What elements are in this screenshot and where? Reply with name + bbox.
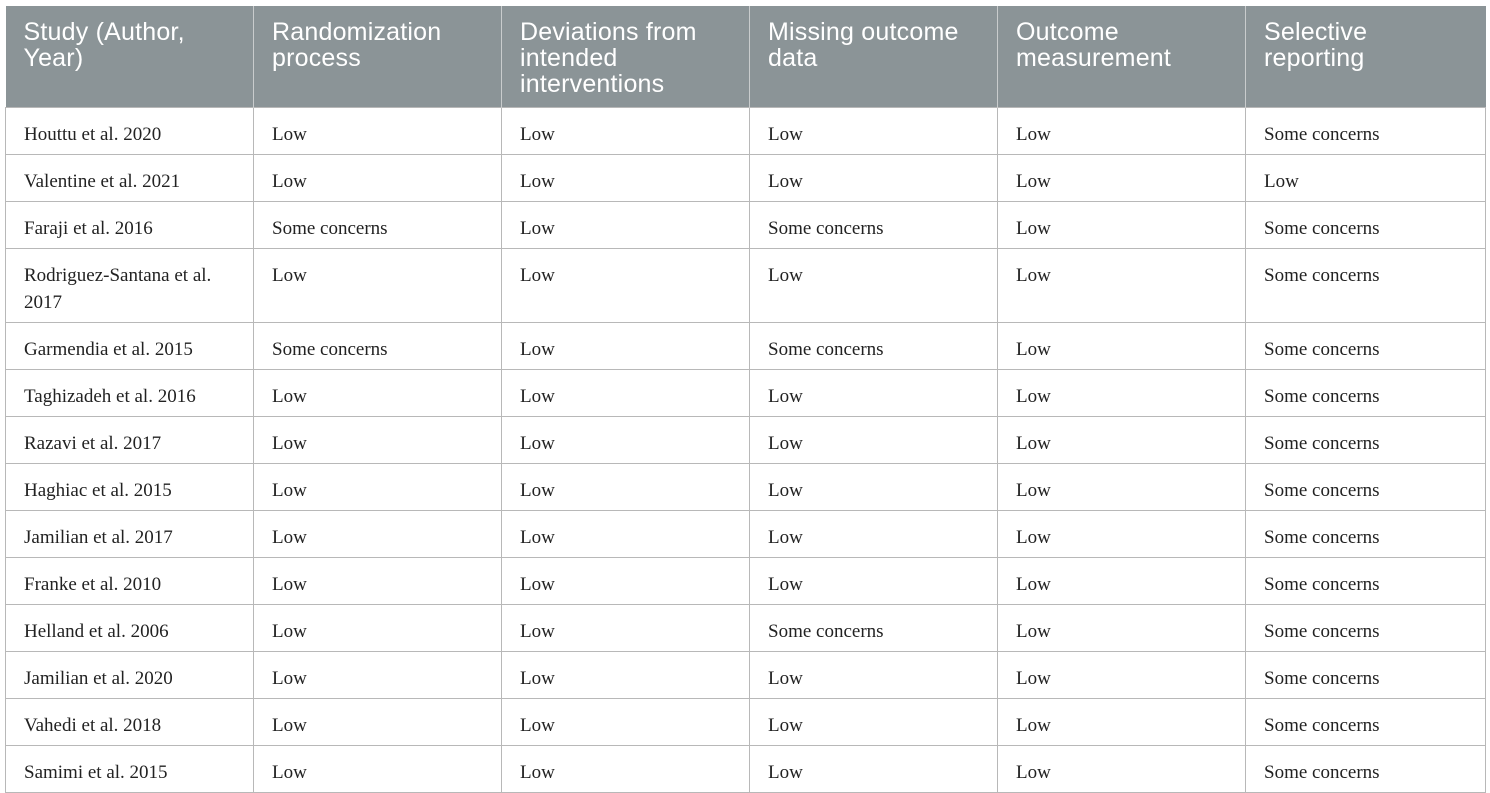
cell-selective-reporting: Some concerns <box>1246 417 1486 464</box>
risk-of-bias-table-container <box>5 6 1485 793</box>
cell-randomization: Some concerns <box>254 323 502 370</box>
cell-outcome-measurement: Low <box>998 249 1246 323</box>
cell-outcome-measurement: Low <box>998 323 1246 370</box>
cell-deviations: Low <box>502 417 750 464</box>
cell-selective-reporting: Some concerns <box>1246 108 1486 155</box>
cell-randomization: Low <box>254 464 502 511</box>
cell-randomization: Low <box>254 652 502 699</box>
cell-study: Helland et al. 2006 <box>6 605 254 652</box>
cell-outcome-measurement: Low <box>998 202 1246 249</box>
cell-randomization: Low <box>254 249 502 323</box>
table-row <box>6 370 1486 417</box>
table-row <box>6 108 1486 155</box>
cell-deviations: Low <box>502 511 750 558</box>
cell-missing-data: Low <box>750 652 998 699</box>
cell-deviations: Low <box>502 370 750 417</box>
cell-randomization: Low <box>254 155 502 202</box>
cell-study: Samimi et al. 2015 <box>6 746 254 793</box>
table-row <box>6 652 1486 699</box>
cell-randomization: Low <box>254 370 502 417</box>
cell-randomization: Low <box>254 558 502 605</box>
cell-study: Faraji et al. 2016 <box>6 202 254 249</box>
cell-study: Garmendia et al. 2015 <box>6 323 254 370</box>
cell-selective-reporting: Some concerns <box>1246 323 1486 370</box>
cell-study: Jamilian et al. 2020 <box>6 652 254 699</box>
cell-outcome-measurement: Low <box>998 699 1246 746</box>
table-row <box>6 464 1486 511</box>
cell-outcome-measurement: Low <box>998 511 1246 558</box>
cell-outcome-measurement: Low <box>998 108 1246 155</box>
cell-missing-data: Low <box>750 464 998 511</box>
cell-outcome-measurement: Low <box>998 605 1246 652</box>
header-selective-reporting: Selective reporting <box>1246 6 1486 108</box>
cell-missing-data: Low <box>750 249 998 323</box>
cell-study: Franke et al. 2010 <box>6 558 254 605</box>
table-row <box>6 155 1486 202</box>
cell-outcome-measurement: Low <box>998 464 1246 511</box>
cell-study: Razavi et al. 2017 <box>6 417 254 464</box>
cell-selective-reporting: Some concerns <box>1246 652 1486 699</box>
risk-of-bias-table <box>5 6 1486 793</box>
cell-deviations: Low <box>502 464 750 511</box>
cell-selective-reporting: Low <box>1246 155 1486 202</box>
cell-outcome-measurement: Low <box>998 558 1246 605</box>
cell-randomization: Low <box>254 746 502 793</box>
cell-missing-data: Low <box>750 558 998 605</box>
cell-selective-reporting: Some concerns <box>1246 605 1486 652</box>
cell-deviations: Low <box>502 249 750 323</box>
table-row <box>6 746 1486 793</box>
cell-deviations: Low <box>502 652 750 699</box>
header-randomization: Randomization process <box>254 6 502 108</box>
cell-missing-data: Low <box>750 417 998 464</box>
cell-deviations: Low <box>502 746 750 793</box>
cell-outcome-measurement: Low <box>998 417 1246 464</box>
header-row <box>6 6 1486 108</box>
header-study: Study (Author, Year) <box>6 6 254 108</box>
cell-selective-reporting: Some concerns <box>1246 558 1486 605</box>
cell-deviations: Low <box>502 558 750 605</box>
cell-deviations: Low <box>502 108 750 155</box>
cell-outcome-measurement: Low <box>998 746 1246 793</box>
cell-selective-reporting: Some concerns <box>1246 370 1486 417</box>
table-row <box>6 699 1486 746</box>
header-deviations: Deviations from intended interventions <box>502 6 750 108</box>
table-body <box>6 108 1486 793</box>
table-row <box>6 202 1486 249</box>
cell-missing-data: Low <box>750 155 998 202</box>
cell-randomization: Low <box>254 605 502 652</box>
table-row <box>6 323 1486 370</box>
cell-randomization: Low <box>254 108 502 155</box>
cell-deviations: Low <box>502 155 750 202</box>
cell-study: Houttu et al. 2020 <box>6 108 254 155</box>
cell-randomization: Some concerns <box>254 202 502 249</box>
table-header <box>6 6 1486 108</box>
cell-missing-data: Low <box>750 746 998 793</box>
table-row <box>6 558 1486 605</box>
cell-deviations: Low <box>502 202 750 249</box>
cell-missing-data: Some concerns <box>750 202 998 249</box>
header-outcome-measurement: Outcome measurement <box>998 6 1246 108</box>
cell-missing-data: Low <box>750 108 998 155</box>
cell-deviations: Low <box>502 699 750 746</box>
cell-outcome-measurement: Low <box>998 370 1246 417</box>
cell-selective-reporting: Some concerns <box>1246 746 1486 793</box>
cell-randomization: Low <box>254 699 502 746</box>
cell-missing-data: Low <box>750 370 998 417</box>
cell-selective-reporting: Some concerns <box>1246 511 1486 558</box>
cell-missing-data: Low <box>750 511 998 558</box>
cell-study: Jamilian et al. 2017 <box>6 511 254 558</box>
cell-study: Vahedi et al. 2018 <box>6 699 254 746</box>
cell-randomization: Low <box>254 417 502 464</box>
table-row <box>6 605 1486 652</box>
cell-missing-data: Some concerns <box>750 605 998 652</box>
cell-selective-reporting: Some concerns <box>1246 202 1486 249</box>
cell-study: Rodriguez-Santana et al. 2017 <box>6 249 254 323</box>
header-missing-data: Missing outcome data <box>750 6 998 108</box>
table-row <box>6 249 1486 323</box>
cell-missing-data: Some concerns <box>750 323 998 370</box>
cell-missing-data: Low <box>750 699 998 746</box>
cell-selective-reporting: Some concerns <box>1246 464 1486 511</box>
cell-study: Taghizadeh et al. 2016 <box>6 370 254 417</box>
cell-randomization: Low <box>254 511 502 558</box>
cell-deviations: Low <box>502 605 750 652</box>
table-row <box>6 511 1486 558</box>
cell-deviations: Low <box>502 323 750 370</box>
cell-outcome-measurement: Low <box>998 652 1246 699</box>
cell-study: Haghiac et al. 2015 <box>6 464 254 511</box>
cell-outcome-measurement: Low <box>998 155 1246 202</box>
table-row <box>6 417 1486 464</box>
cell-study: Valentine et al. 2021 <box>6 155 254 202</box>
cell-selective-reporting: Some concerns <box>1246 249 1486 323</box>
cell-selective-reporting: Some concerns <box>1246 699 1486 746</box>
